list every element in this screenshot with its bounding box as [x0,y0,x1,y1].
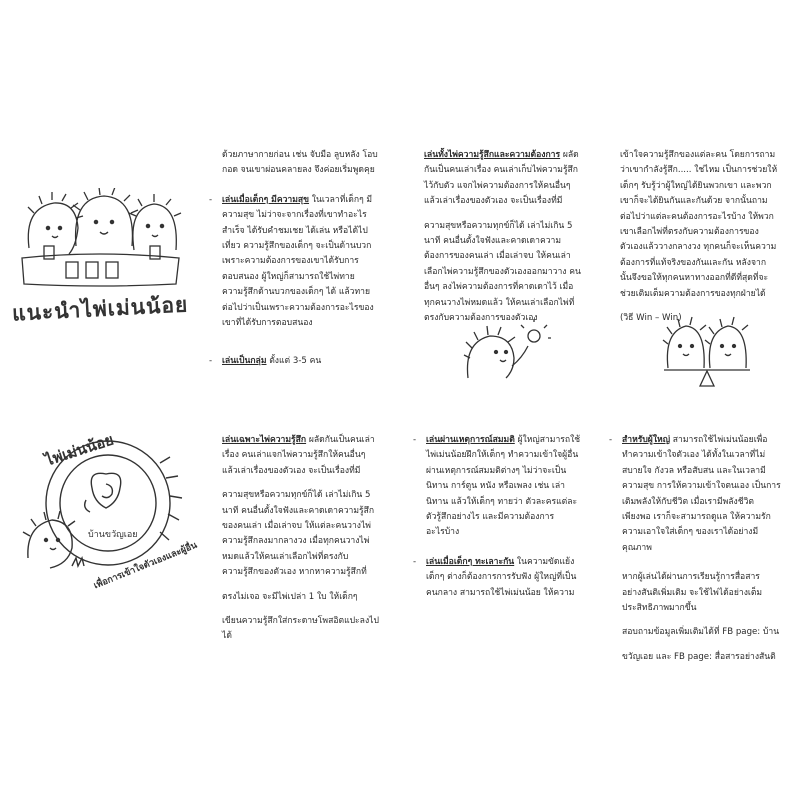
paragraph-heading-line [222,433,400,448]
item-heading: เล่นเฉพาะไพ่ความรู้สึก [222,435,307,445]
paragraph-heading-line [424,148,600,163]
list-item: - เล่นผ่านเหตุการณ์สมมติ ผู้ใหญ่สามารถใช้ [413,435,581,445]
text-line: นาที คนอื่นตั้งใจฟังและคาดเดาความ [424,236,562,247]
card-game-illustration [14,188,184,298]
text-line: ความสุข การให้ความเข้าใจตนเอง เป็นการ [622,481,781,492]
column-3-bottom [413,433,602,601]
text-line: อื่นๆ ลงไพ่ความต้องการที่คาดเดาไว้ เมื่อ [424,282,574,293]
item-text: ผู้ใหญ่สามารถใช้ [517,435,581,445]
item-heading: เล่นผ่านเหตุการณ์สมมติ [426,435,515,445]
text-line: เขาก็จะได้ยินกันและกันด้วย จากนั้นถาม [620,196,768,207]
text-line: หมดแล้วให้คนเล่าเลือกไพ่ที่ตรงกับ [222,551,349,562]
column-4-bottom [609,433,794,665]
text-line: สำเร็จ ได้รับคำชมเชย ได้เล่น หรือได้ไป [222,225,368,236]
text-line: คุณภาพ [622,542,652,553]
logo-name: บ้านขวัญเอย [88,530,138,540]
text-line: ไพ่เม่นน้อยฝึกให้เด็กๆ ทำความเข้าใจผู้อื่น [426,450,579,461]
list-item: - เล่นเมื่อเด็กๆ ทะเลาะกัน ในความขัดแย้ง [413,556,575,567]
text-line: กันเป็นคนเล่าเรื่อง คนเล่าเก็บไพ่ความรู้สึก [424,165,579,176]
text-line: ได้ [222,631,232,642]
text-line: แล้วเล่าเรื่องของตัวเอง จะเป็นเรื่องที่มี [424,196,563,207]
text-line: อะไรบ้าง [426,527,460,538]
text-line: ความสุขหรือความทุกข์ก็ได้ เล่าไม่เกิน 5 [222,490,371,501]
logo-title: ไพ่เม่นน้อย [42,430,116,470]
text-line: นาที คนอื่นตั้งใจฟังและคาดเดาความรู้สึก [222,505,375,516]
text-line: ผ่านเหตุการณ์สมมติต่างๆ ไม่ว่าจะเป็น [426,465,567,476]
column-4-top [620,148,792,326]
item-heading: เล่นเมื่อเด็กๆ ทะเลาะกัน [426,556,515,567]
item-text: ในเวลาที่เด็กๆ มี [311,194,373,205]
column-2-top [209,148,398,370]
text-line: เด็กๆ รับรู้ว่าผู้ใหญ่ได้ยินพวกเขา และพวก [620,180,772,191]
text-line: ตรงไม่เจอ จะมีไพ่เปล่า 1 ใบ ให้เด็กๆ [222,591,358,602]
text-line: ต้องการของคนเล่า เมื่อเล่าจบ ให้คนเล่า [424,251,571,262]
item-text: สามารถใช้ไพ่เม่นน้อยเพื่อ [672,435,768,445]
balance-illustration [662,310,752,392]
intro-line: กอด จนเขาผ่อนคลายลง จึงค่อยเริ่มพูดคุย [222,165,375,176]
logo-ring-text: เพื่อการเข้าใจตัวเองและผู้อื่น [92,540,199,592]
text-line: ตัวเองแล้ววางกลางวง ทุกคนก็จะเห็นความ [620,242,777,253]
item-text: ตั้งแต่ 3-5 คน [269,356,322,367]
text-line: แล้วเล่าเรื่องของตัวเอง จะเป็นเรื่องที่มี [222,465,361,476]
text-line: สอบถามข้อมูลเพิ่มเติมได้ที่ FB page: บ้าน [622,627,780,638]
text-line: เติมพลังให้กับชีวิต เมื่อเรามีพลังชีวิต [622,496,754,507]
item-text: ในความขัดแย้ง [516,556,575,567]
text-line: ทำความเข้าใจตัวเอง ได้ทั้งในเวลาที่ไม่ [622,450,766,461]
text-line: เรื่อง คนเล่าแจกไพ่ความรู้สึกให้คนอื่นๆ [222,450,366,461]
panel-title: แนะนำไพ่เม่นน้อย [11,292,189,326]
item-text: ผลัดกันเป็นคนเล่า [308,435,375,445]
text-line: ต่อไปว่าเป็นเพราะความต้องการอะไรของ [222,302,374,313]
text-line: ความรู้สึกลงมากลางวง เมื่อทุกคนวางไพ่ [222,536,370,547]
text-line: ตรงกับความต้องการของตัวเอง [424,313,538,324]
text-line: ต้องการที่แท้จริงของกันและกัน หลังจาก [620,257,767,268]
text-line: ของคนเล่า เมื่อเล่าจบ ให้แต่ละคนวางไพ่ [222,521,371,532]
text-line: ประสิทธิภาพมากขึ้น [622,603,697,614]
hedgehog-idea-illustration [462,318,552,380]
item-heading: เล่นทั้งไพ่ความรู้สึกและความต้องการ [424,150,561,160]
intro-line: ด้วยภาษากายก่อน เช่น จับมือ ลูบหลัง โอบ [222,150,378,160]
text-line: คนกลาง สามารถใช้ไพ่เม่นน้อย ให้ความ [426,587,575,598]
text-line: นั้นจึงขอให้ทุกคนหาทางออกที่ดีที่สุดที่จะ [620,273,769,284]
text-line: สบายใจ กังวล หรือสับสน และในเวลามี [622,465,766,476]
text-line: เพราะความต้องการของเขาได้รับการ [222,256,359,267]
text-line: ขวัญเอย และ FB page: สื่อสารอย่างสันติ [622,651,776,662]
text-line: หากผู้เล่นได้ผ่านการเรียนรู้การสื่อสาร [622,572,760,583]
column-3-top [424,148,600,326]
text-line: ช่วยเติมเต็มความต้องการของทุกฝ่ายได้ [620,288,766,299]
item-text: ผลัด [562,150,579,160]
column-2-bottom [222,433,400,645]
text-line: เข้าใจความรู้สึกของแต่ละคน โดยการถาม [620,150,776,160]
text-line: ความเอาใจใส่เด็กๆ ของเราได้อย่างมี [622,527,759,538]
list-item: - เล่นเป็นกลุ่ม ตั้งแต่ 3-5 คน [209,356,322,367]
text-line: เพียงพอ เราก็จะสามารถดูแล ให้ความรัก [622,512,771,523]
text-line: เด็กๆ ต่างก็ต้องการการรับฟัง ผู้ใหญ่ที่เป็น [426,572,577,583]
text-line: นิทาน แล้วให้เด็กๆ ทายว่า ตัวละครแต่ละ [426,496,578,507]
text-line: เลือกไพ่ความรู้สึกของตัวเองออกมาวาง คน [424,266,581,277]
list-item: - สำหรับผู้ใหญ่ สามารถใช้ไพ่เม่นน้อยเพื่อ [609,435,768,445]
item-heading: สำหรับผู้ใหญ่ [622,435,671,445]
text-line: เขาเลือกไพ่ที่ตรงกับความต้องการของ [620,227,759,238]
text-line: เที่ยว ความรู้สึกของเด็กๆ จะเป็นด้านบวก [222,241,372,252]
text-line: ความรู้สึกของตัวเอง หากหาความรู้สึกที่ [222,567,367,578]
text-line: ความสุขหรือความทุกข์ก็ได้ เล่าไม่เกิน 5 [424,220,573,231]
list-item: - เล่นเมื่อเด็กๆ มีความสุข ในเวลาที่เด็กๆ มี [209,194,373,205]
text-line: ตัวรู้สึกอย่างไร และมีความต้องการ [426,512,555,523]
text-line: ต่อไปว่าแต่ละคนต้องการอะไรบ้าง ให้พวก [620,211,774,222]
text-line: ทุกคนวางไพ่หมดแล้ว ให้คนเล่าเลือกไพ่ที่ [424,297,575,308]
text-line: เขียนความรู้สึกใส่กระดาษโพสอิตแปะลงไป [222,616,379,627]
hedgehogs-playing-cards-drawing [14,188,184,298]
text-line: ว่าเขากำลังรู้สึก..... ใช่ไหม เป็นการช่วยให้ [620,165,778,176]
hedgehogs-on-seesaw-drawing [662,310,752,392]
text-line: นิทาน การ์ตูน หนัง หรือเพลง เช่น เล่า [426,481,565,492]
text-line: ความสุข ไม่ว่าจะจากเรื่องที่เขาทำอะไร [222,210,367,221]
item-heading: เล่นเป็นกลุ่ม [222,356,267,367]
text-line: ความรู้สึกด้านบวกของเด็กๆ ได้ แล้วทาย [222,287,370,298]
text-line: เขาที่ได้รับการตอบสนอง [222,318,313,329]
hedgehog-thinking-drawing [462,318,552,380]
text-line: อย่างสันติเพิ่มเติม จะใช้ไพ่ได้อย่างเต็ม [622,587,763,598]
text-line: ไว้กับตัว แจกไพ่ความต้องการให้คนอื่นๆ [424,180,571,191]
note-text: (วิธี Win – Win) [620,313,682,324]
text-line: ตอบสนอง ผู้ใหญ่ก็สามารถใช้ไพ่ทาย [222,271,355,282]
item-heading: เล่นเมื่อเด็กๆ มีความสุข [222,194,310,205]
